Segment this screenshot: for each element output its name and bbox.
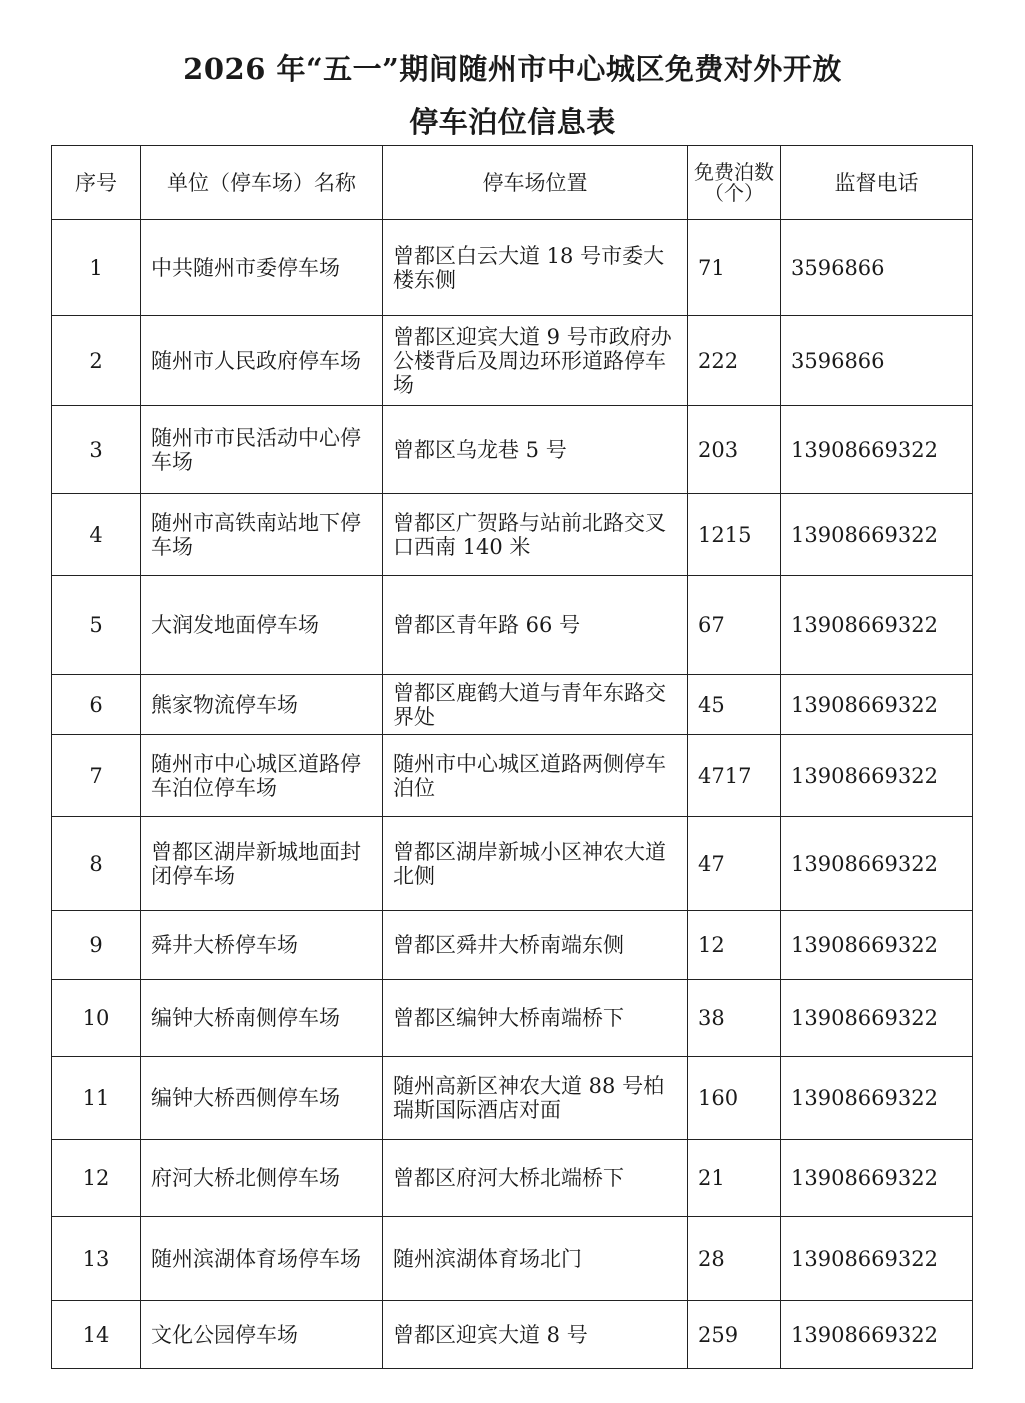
row-phone: 3596866	[781, 316, 973, 406]
row-name: 文化公园停车场	[141, 1301, 383, 1369]
row-location: 曾都区广贺路与站前北路交叉口西南 140 米	[383, 494, 688, 576]
row-index: 5	[52, 576, 141, 675]
row-location: 曾都区迎宾大道 9 号市政府办公楼背后及周边环形道路停车场	[383, 316, 688, 406]
row-name: 随州市人民政府停车场	[141, 316, 383, 406]
row-phone: 13908669322	[781, 494, 973, 576]
row-count: 4717	[688, 735, 781, 817]
row-index: 1	[52, 220, 141, 316]
row-name: 随州市高铁南站地下停车场	[141, 494, 383, 576]
row-location: 曾都区白云大道 18 号市委大楼东侧	[383, 220, 688, 316]
row-location: 随州市中心城区道路两侧停车泊位	[383, 735, 688, 817]
header-index: 序号	[52, 146, 141, 220]
row-name: 中共随州市委停车场	[141, 220, 383, 316]
row-name: 随州市中心城区道路停车泊位停车场	[141, 735, 383, 817]
row-phone: 13908669322	[781, 675, 973, 735]
row-location: 曾都区编钟大桥南端桥下	[383, 980, 688, 1057]
row-index: 2	[52, 316, 141, 406]
row-name: 府河大桥北侧停车场	[141, 1140, 383, 1217]
table-row	[52, 1140, 973, 1217]
row-phone: 13908669322	[781, 1301, 973, 1369]
row-phone: 13908669322	[781, 1217, 973, 1301]
row-count: 38	[688, 980, 781, 1057]
table-row	[52, 406, 973, 494]
row-count: 47	[688, 817, 781, 911]
table-row	[52, 576, 973, 675]
row-count: 1215	[688, 494, 781, 576]
row-index: 8	[52, 817, 141, 911]
table-row	[52, 675, 973, 735]
row-count: 67	[688, 576, 781, 675]
row-phone: 13908669322	[781, 1140, 973, 1217]
table-row	[52, 980, 973, 1057]
row-name: 大润发地面停车场	[141, 576, 383, 675]
row-count: 71	[688, 220, 781, 316]
row-index: 13	[52, 1217, 141, 1301]
row-count: 160	[688, 1057, 781, 1140]
row-phone: 13908669322	[781, 980, 973, 1057]
parking-table	[51, 145, 973, 1369]
page-subtitle: 停车泊位信息表	[409, 105, 616, 139]
row-name: 编钟大桥西侧停车场	[141, 1057, 383, 1140]
row-count: 28	[688, 1217, 781, 1301]
row-location: 曾都区迎宾大道 8 号	[383, 1301, 688, 1369]
row-index: 6	[52, 675, 141, 735]
row-location: 随州高新区神农大道 88 号柏瑞斯国际酒店对面	[383, 1057, 688, 1140]
table-row	[52, 1057, 973, 1140]
row-count: 45	[688, 675, 781, 735]
header-phone: 监督电话	[781, 146, 973, 220]
table-row	[52, 1301, 973, 1369]
table-row	[52, 1217, 973, 1301]
table-row	[52, 494, 973, 576]
page-title: 2026 年“五一”期间随州市中心城区免费对外开放	[183, 52, 842, 86]
table-row	[52, 911, 973, 980]
row-index: 10	[52, 980, 141, 1057]
row-index: 12	[52, 1140, 141, 1217]
row-name: 随州市市民活动中心停车场	[141, 406, 383, 494]
row-phone: 3596866	[781, 220, 973, 316]
table-row	[52, 735, 973, 817]
header-location: 停车场位置	[383, 146, 688, 220]
row-location: 随州滨湖体育场北门	[383, 1217, 688, 1301]
row-index: 9	[52, 911, 141, 980]
row-index: 3	[52, 406, 141, 494]
row-index: 7	[52, 735, 141, 817]
row-phone: 13908669322	[781, 911, 973, 980]
row-count: 21	[688, 1140, 781, 1217]
row-name: 曾都区湖岸新城地面封闭停车场	[141, 817, 383, 911]
header-count: 免费泊数（个）	[688, 146, 781, 220]
row-phone: 13908669322	[781, 576, 973, 675]
row-name: 熊家物流停车场	[141, 675, 383, 735]
row-count: 203	[688, 406, 781, 494]
row-phone: 13908669322	[781, 817, 973, 911]
row-index: 14	[52, 1301, 141, 1369]
row-location: 曾都区舜井大桥南端东侧	[383, 911, 688, 980]
row-name: 舜井大桥停车场	[141, 911, 383, 980]
row-phone: 13908669322	[781, 735, 973, 817]
row-index: 4	[52, 494, 141, 576]
row-name: 编钟大桥南侧停车场	[141, 980, 383, 1057]
row-phone: 13908669322	[781, 406, 973, 494]
row-name: 随州滨湖体育场停车场	[141, 1217, 383, 1301]
row-count: 222	[688, 316, 781, 406]
header-name: 单位（停车场）名称	[141, 146, 383, 220]
table-row	[52, 220, 973, 316]
row-index: 11	[52, 1057, 141, 1140]
row-location: 曾都区湖岸新城小区神农大道北侧	[383, 817, 688, 911]
row-location: 曾都区青年路 66 号	[383, 576, 688, 675]
row-phone: 13908669322	[781, 1057, 973, 1140]
table-row	[52, 817, 973, 911]
row-count: 12	[688, 911, 781, 980]
row-location: 曾都区乌龙巷 5 号	[383, 406, 688, 494]
row-location: 曾都区府河大桥北端桥下	[383, 1140, 688, 1217]
row-location: 曾都区鹿鹤大道与青年东路交界处	[383, 675, 688, 735]
row-count: 259	[688, 1301, 781, 1369]
table-header-row	[52, 146, 973, 220]
table-row	[52, 316, 973, 406]
